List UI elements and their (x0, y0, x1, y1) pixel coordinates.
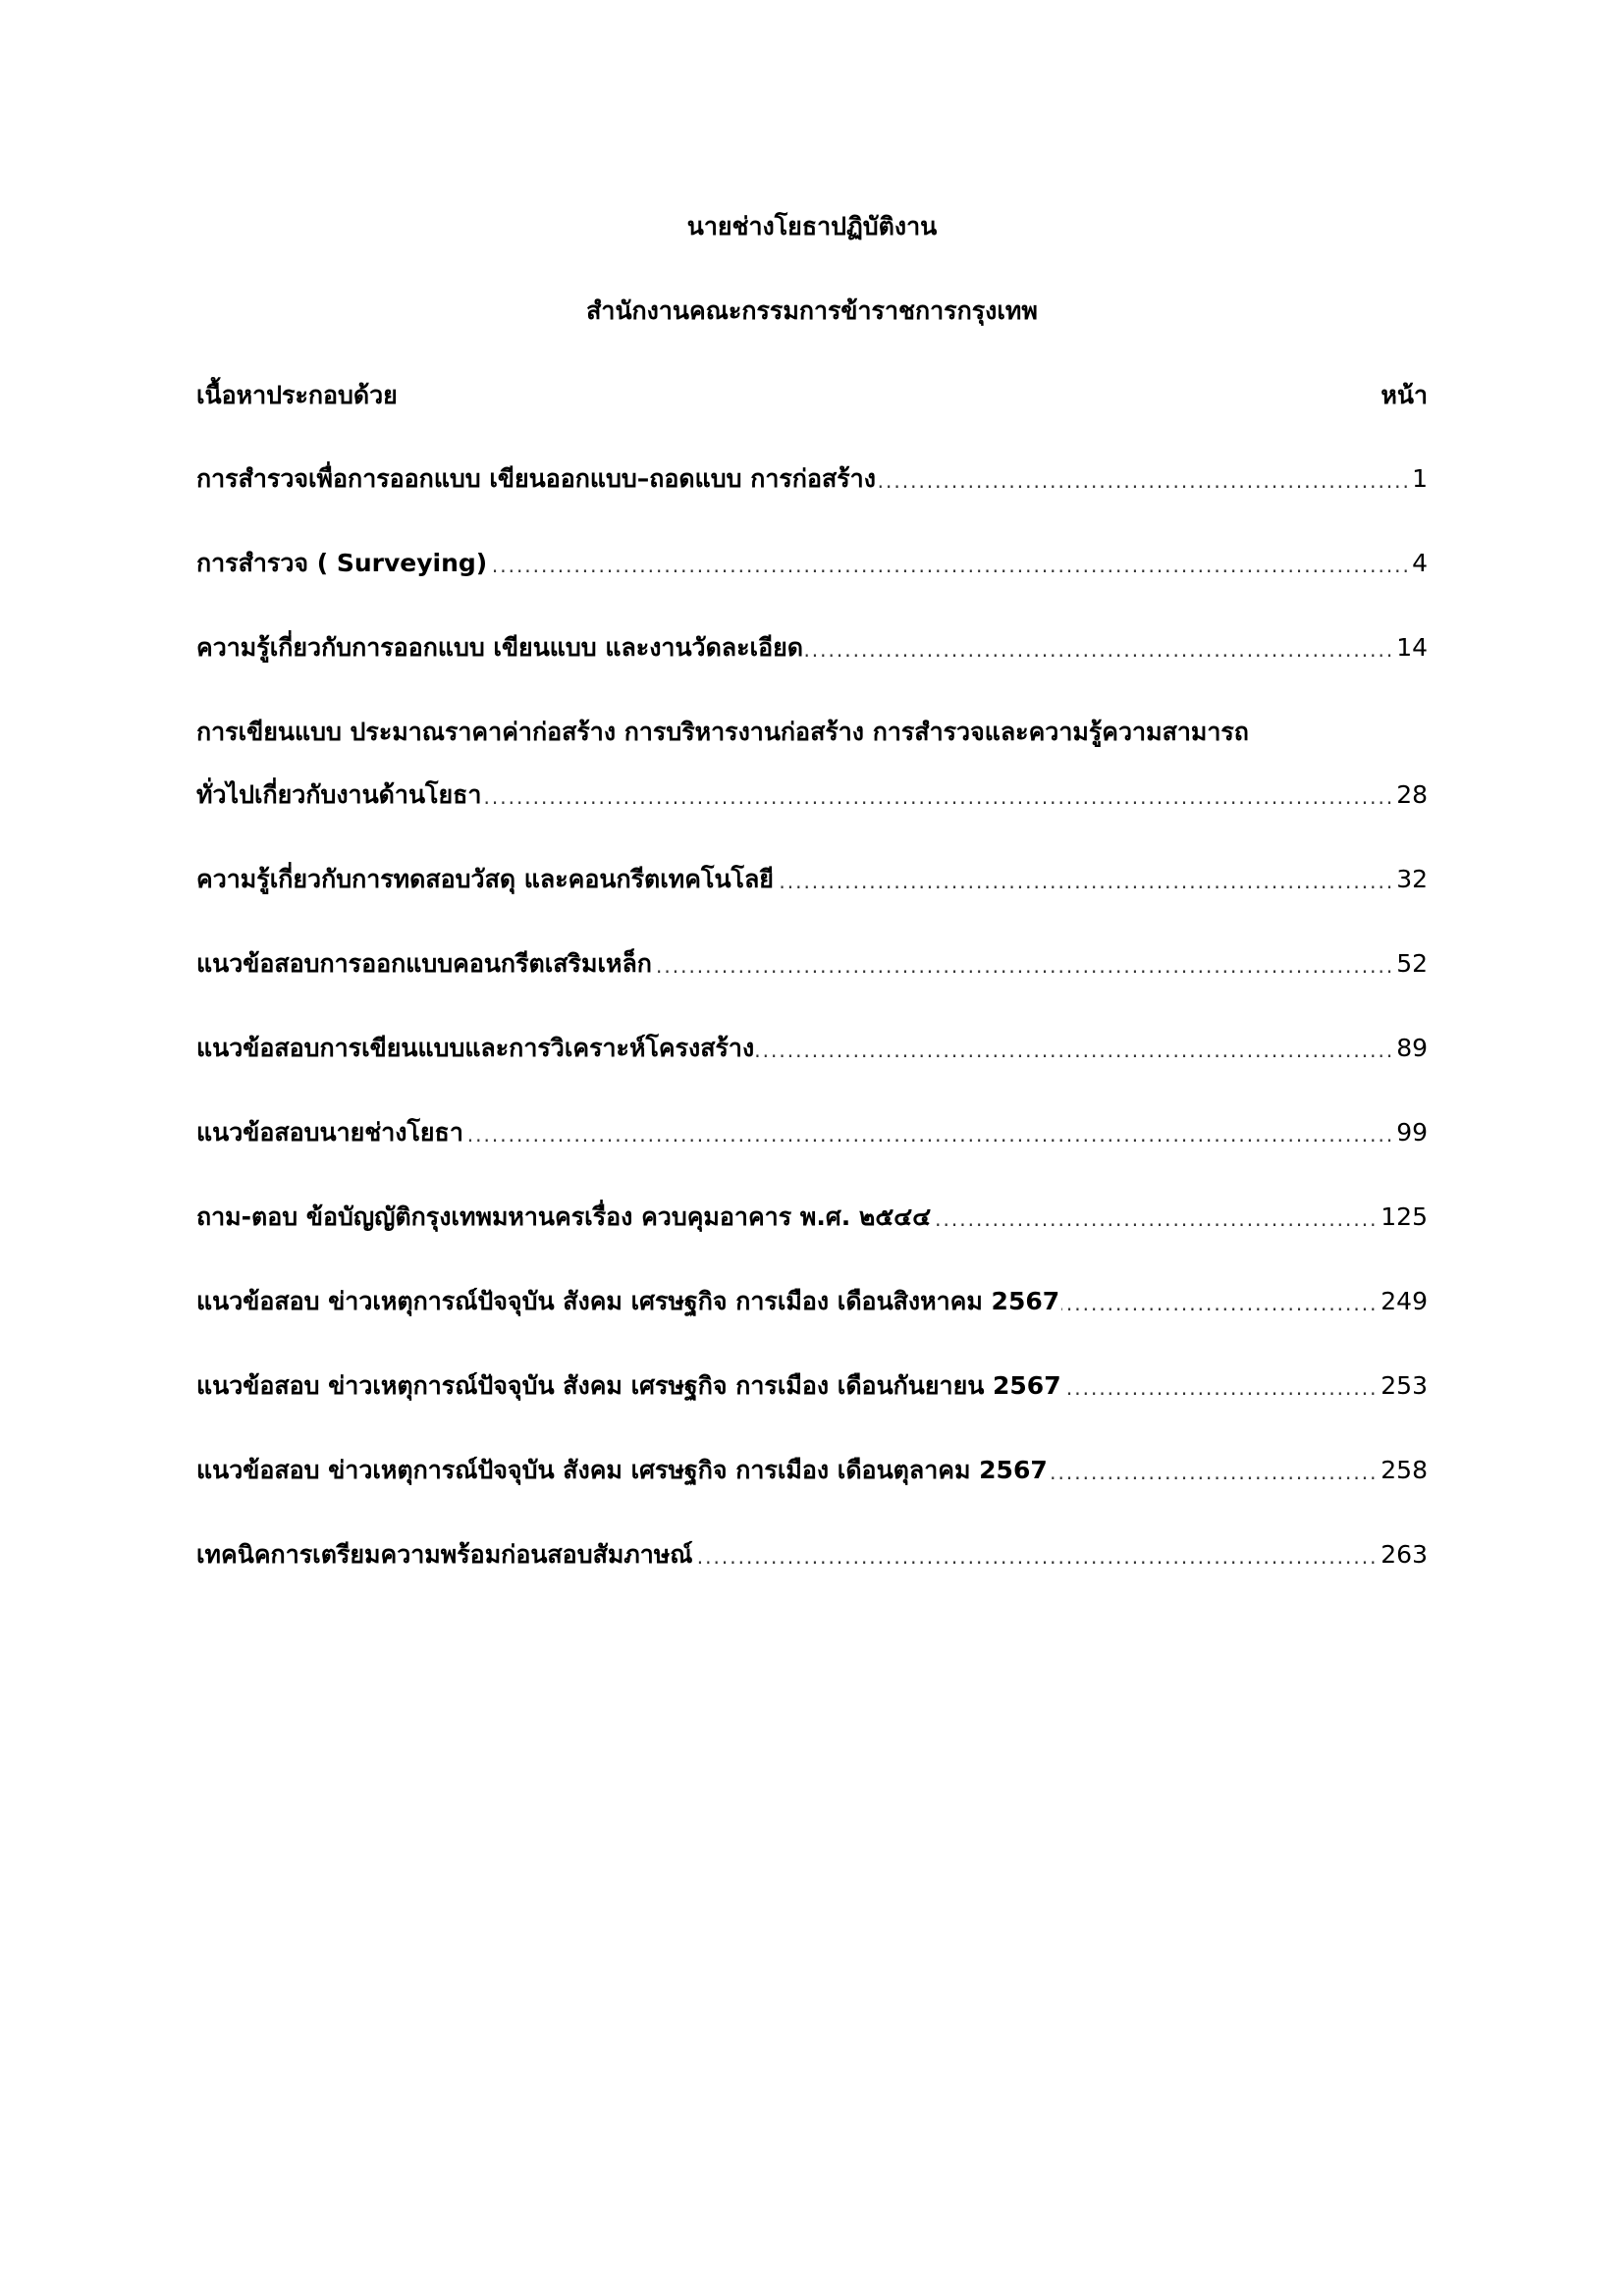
toc-entry-page: 263 (1379, 1537, 1428, 1573)
toc-entry-label: การสำรวจ ( Surveying) (196, 546, 489, 581)
toc-entry-label: ทั่วไปเกี่ยวกับงานด้านโยธา (196, 777, 483, 813)
toc-entry[interactable] (196, 946, 1428, 982)
toc-entry-page: 1 (1410, 461, 1428, 497)
toc-entry-label: แนวข้อสอบการเขียนแบบและการวิเคราะห์โครงสร้าง (196, 1031, 756, 1066)
toc-entry-page: 89 (1394, 1031, 1428, 1066)
toc-entry-label: ความรู้เกี่ยวกับการออกแบบ เขียนแบบ และงานวัดละเอียด (196, 630, 805, 666)
document-title: นายช่างโยธาปฏิบัติงาน (686, 212, 938, 240)
toc-entry-label: แนวข้อสอบ ข่าวเหตุการณ์ปัจจุบัน สังคม เศรษฐกิจ การเมือง เดือนตุลาคม 2567 (196, 1453, 1050, 1488)
toc-entry-page: 32 (1394, 862, 1428, 897)
toc-entry[interactable] (196, 1284, 1428, 1319)
toc-entry-page: 99 (1394, 1115, 1428, 1150)
toc-entry-page: 125 (1379, 1200, 1428, 1235)
toc-entry-page: 249 (1379, 1284, 1428, 1319)
toc-entry-page: 253 (1379, 1368, 1428, 1404)
toc-entry-label: ถาม-ตอบ ข้อบัญญัติกรุงเทพมหานครเรื่อง ควบคุมอาคาร พ.ศ. ๒๕๔๔ (196, 1200, 933, 1235)
toc-entry-label: การสำรวจเพื่อการออกแบบ เขียนออกแบบ–ถอดแบบ การก่อสร้าง (196, 461, 878, 497)
document-subtitle: สำนักงานคณะกรรมการข้าราชการกรุงเทพ (586, 296, 1038, 325)
toc-entry-page: 28 (1394, 777, 1428, 813)
toc-entry-page: 258 (1379, 1453, 1428, 1488)
toc-entry-label: แนวข้อสอบ ข่าวเหตุการณ์ปัจจุบัน สังคม เศรษฐกิจ การเมือง เดือนสิงหาคม 2567 (196, 1284, 1061, 1319)
toc-entry[interactable] (196, 1537, 1428, 1573)
toc-entry-label: แนวข้อสอบการออกแบบคอนกรีตเสริมเหล็ก (196, 946, 654, 982)
toc-entry-label: แนวข้อสอบนายช่างโยธา (196, 1115, 465, 1150)
toc-entry-label: เทคนิคการเตรียมความพร้อมก่อนสอบสัมภาษณ์ (196, 1537, 695, 1573)
toc-entry-label: ความรู้เกี่ยวกับการทดสอบวัสดุ และคอนกรีตเทคโนโลยี (196, 862, 776, 897)
toc-entry-page: 52 (1394, 946, 1428, 982)
toc-entry[interactable] (196, 1115, 1428, 1150)
toc-entry[interactable] (196, 1031, 1428, 1066)
toc-entry[interactable] (196, 1368, 1428, 1404)
toc-header (196, 379, 1428, 412)
toc-entry-label: แนวข้อสอบ ข่าวเหตุการณ์ปัจจุบัน สังคม เศรษฐกิจ การเมือง เดือนกันยายน 2567 (196, 1368, 1063, 1404)
toc-entry[interactable] (196, 546, 1428, 581)
toc-heading-contents: เนื้อหาประกอบด้วย (196, 381, 398, 409)
toc-entry-page: 4 (1410, 546, 1428, 581)
toc-heading-page: หน้า (1380, 381, 1428, 409)
toc-entry[interactable] (196, 862, 1428, 897)
toc-entry[interactable] (196, 777, 1428, 813)
toc-entry[interactable] (196, 630, 1428, 666)
toc-entry[interactable] (196, 461, 1428, 497)
toc-entry-page: 14 (1394, 630, 1428, 666)
toc-entry-label-line1[interactable]: การเขียนแบบ ประมาณราคาค่าก่อสร้าง การบริหารงานก่อสร้าง การสำรวจและความรู้ความสามารถ (196, 718, 1249, 746)
toc-entry[interactable] (196, 1453, 1428, 1488)
toc-entry[interactable] (196, 1200, 1428, 1235)
